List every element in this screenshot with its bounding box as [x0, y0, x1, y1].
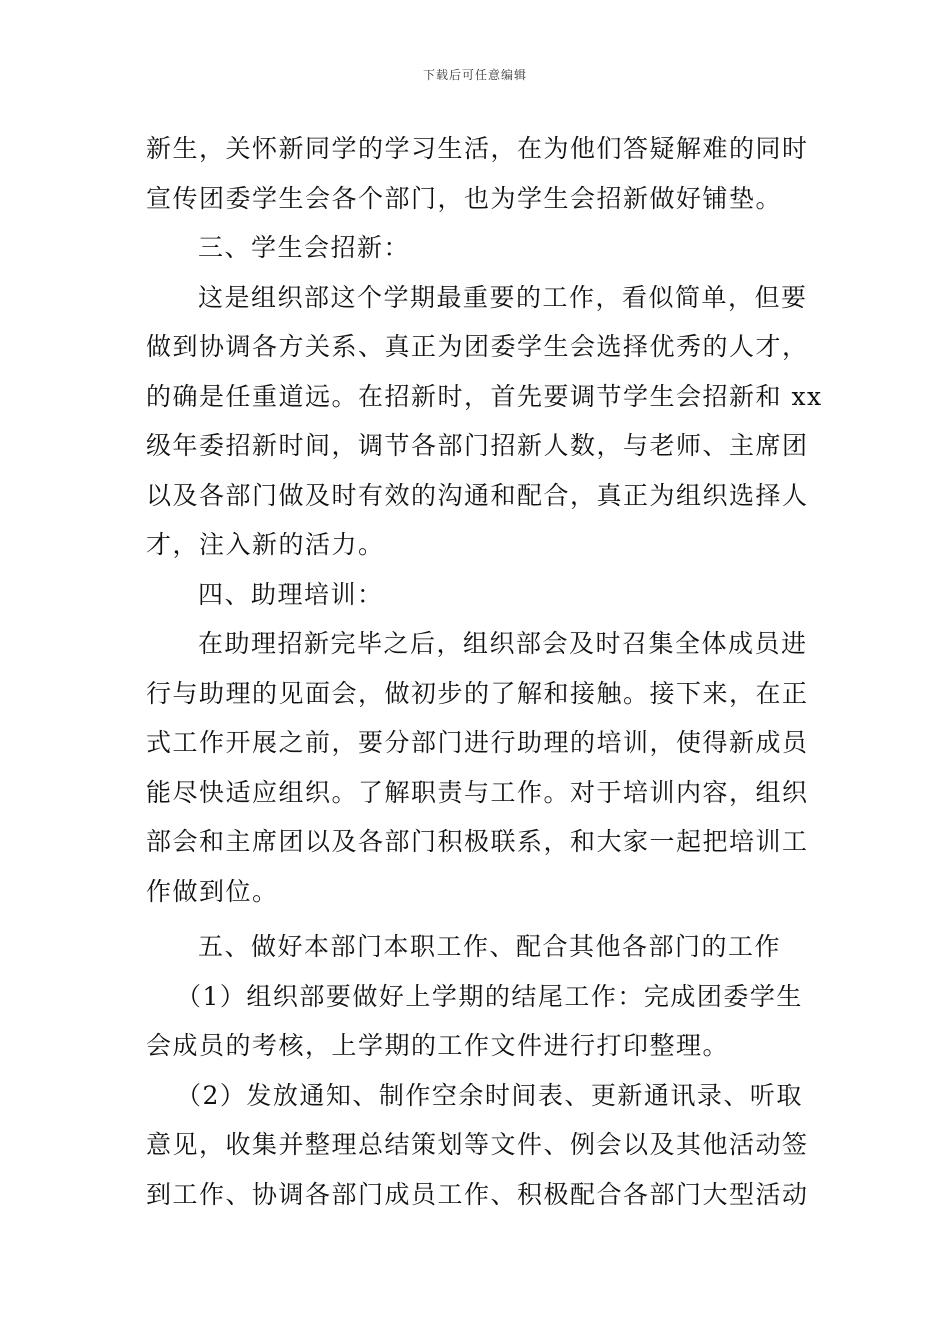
paragraph-line: 会成员的考核，上学期的工作文件进行打印整理。 [146, 1031, 730, 1060]
paragraph-line: 宣传团委学生会各个部门，也为学生会招新做好铺垫。 [146, 183, 783, 213]
paragraph-line: 部会和主席团以及各部门积极联系，和大家一起把培训工 [146, 827, 809, 856]
header-note: 下载后可任意编辑 [422, 68, 527, 82]
section-heading: 四、助理培训： [198, 579, 384, 609]
paragraph-line: 新生，关怀新同学的学习生活，在为他们答疑解难的同时 [146, 134, 809, 163]
paragraph-line: 做到协调各方关系、真正为团委学生会选择优秀的人才， [146, 332, 809, 361]
paragraph-line: 能尽快适应组织。了解职责与工作。对于培训内容，组织 [146, 777, 809, 807]
paragraph-line: （2）发放通知、制作空余时间表、更新通讯录、听取 [176, 1080, 803, 1110]
paragraph-line: 级年委招新时间，调节各部门招新人数，与老师、主席团 [146, 431, 809, 460]
paragraph-line: 行与助理的见面会，做初步的了解和接触。接下来，在正 [146, 678, 809, 708]
paragraph-line: （1）组织部要做好上学期的结尾工作：完成团委学生 [176, 981, 803, 1011]
paragraph-line: 的确是任重道远。在招新时，首先要调节学生会招新和 xx [146, 381, 823, 411]
paragraph-line: 这是组织部这个学期最重要的工作，看似简单，但要 [198, 282, 808, 312]
paragraph-line: 作做到位。 [146, 876, 279, 906]
section-heading: 三、学生会招新： [198, 233, 411, 262]
paragraph-line: 式工作开展之前，要分部门进行助理的培训，使得新成员 [146, 728, 809, 757]
paragraph-line: 才，注入新的活力。 [146, 530, 385, 559]
paragraph-line: 意见，收集并整理总结策划等文件、例会以及其他活动签 [146, 1130, 809, 1159]
paragraph-line: 在助理招新完毕之后，组织部会及时召集全体成员进 [198, 629, 808, 658]
document-body [146, 124, 823, 1219]
paragraph-line: 以及各部门做及时有效的沟通和配合，真正为组织选择人 [146, 480, 809, 510]
section-heading: 五、做好本部门本职工作、配合其他各部门的工作 [198, 932, 782, 961]
paragraph-line: 到工作、协调各部门成员工作、积极配合各部门大型活动 [146, 1179, 809, 1209]
